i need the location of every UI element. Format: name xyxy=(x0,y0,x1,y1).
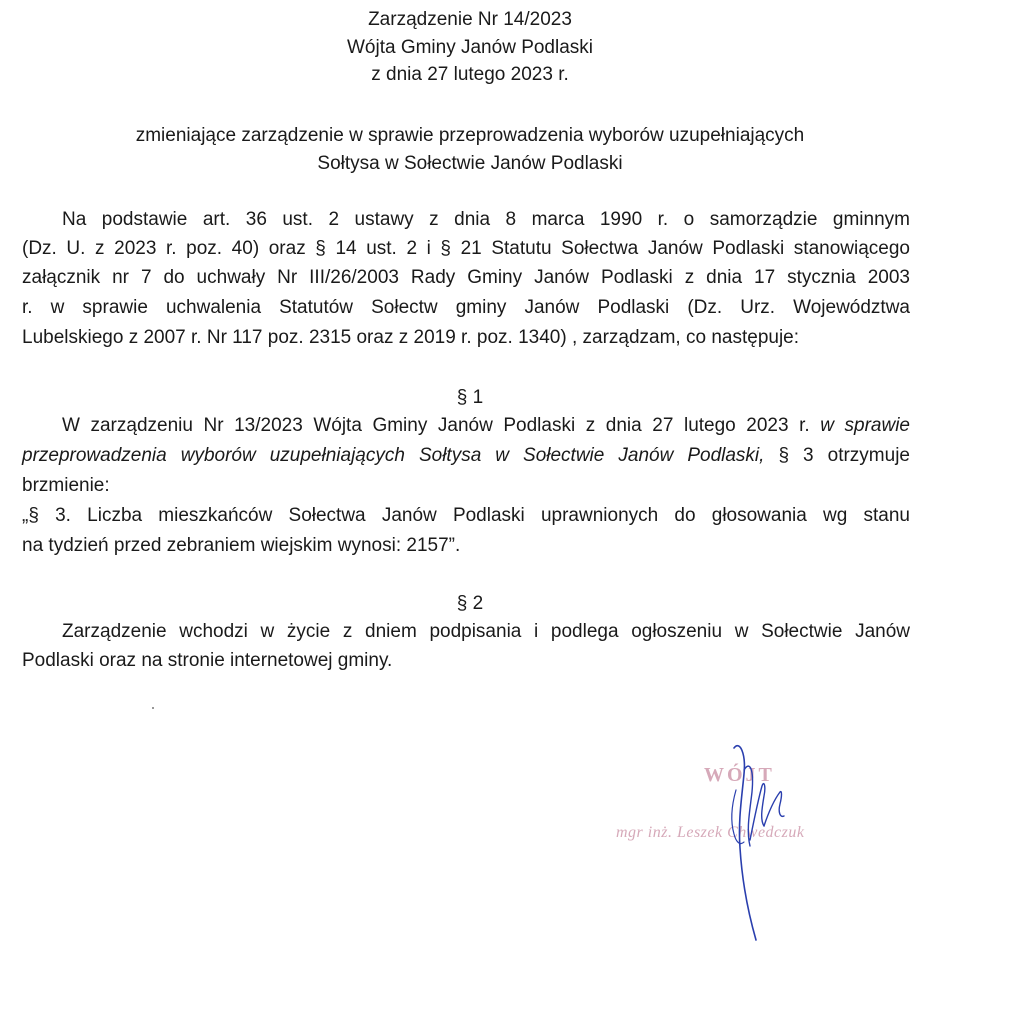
section2-line1: Zarządzenie wchodzi w życie z dniem podpisania i podlega ogłoszeniu w Sołectwie Janów xyxy=(62,621,910,642)
section1-line5: na tydzień przed zebraniem wiejskim wynosi: 2157”. xyxy=(22,535,461,556)
stamp-name: mgr inż. Leszek Chwedczuk xyxy=(616,824,805,841)
preamble-line1: Na podstawie art. 36 ust. 2 ustawy z dnia 8 marca 1990 r. o samorządzie gminnym xyxy=(62,209,910,230)
section1-line2 xyxy=(22,444,910,468)
section1-line1-italic: w sprawie xyxy=(820,415,910,436)
section1-heading: § 1 xyxy=(456,387,484,408)
document-title: Zarządzenie Nr 14/2023 xyxy=(368,9,572,30)
preamble-line4: r. w sprawie uchwalenia Statutów Sołectw gminy Janów Podlaski (Dz. Urz. Województwa xyxy=(22,297,910,318)
document-subject-line1: zmieniające zarządzenie w sprawie przeprowadzenia wyborów uzupełniających xyxy=(135,125,805,146)
scan-speck xyxy=(152,707,154,709)
section2-line2: Podlaski oraz na stronie internetowej gminy. xyxy=(22,650,393,671)
preamble-line2: (Dz. U. z 2023 r. poz. 40) oraz § 14 ust. 2 i § 21 Statutu Sołectwa Janów Podlaski stanowiącego xyxy=(22,238,910,259)
section2-heading: § 2 xyxy=(456,593,484,614)
section1-line3: brzmienie: xyxy=(22,475,110,496)
preamble-line3: załącznik nr 7 do uchwały Nr III/26/2003 Rady Gminy Janów Podlaski z dnia 17 stycznia 2003 xyxy=(22,267,910,288)
section1-line1 xyxy=(62,414,910,438)
preamble-line5: Lubelskiego z 2007 r. Nr 117 poz. 2315 oraz z 2019 r. poz. 1340) , zarządzam, co następuje: xyxy=(22,327,800,348)
document-subject-line2: Sołtysa w Sołectwie Janów Podlaski xyxy=(317,153,623,174)
document-date: z dnia 27 lutego 2023 r. xyxy=(371,64,569,85)
section1-line2-normal: § 3 otrzymuje xyxy=(764,445,910,466)
section1-line2-italic: przeprowadzenia wyborów uzupełniających Sołtysa w Sołectwie Janów Podlaski, xyxy=(22,445,765,466)
document-issuer: Wójta Gminy Janów Podlaski xyxy=(346,37,594,58)
stamp-title: WÓJT xyxy=(704,764,775,786)
section1-line4: „§ 3. Liczba mieszkańców Sołectwa Janów Podlaski uprawnionych do głosowania wg stanu xyxy=(22,505,910,526)
handwritten-signature xyxy=(710,730,800,950)
section1-line1-normal: W zarządzeniu Nr 13/2023 Wójta Gminy Janów Podlaski z dnia 27 lutego 2023 r. xyxy=(62,415,821,436)
signature-block xyxy=(600,720,900,950)
